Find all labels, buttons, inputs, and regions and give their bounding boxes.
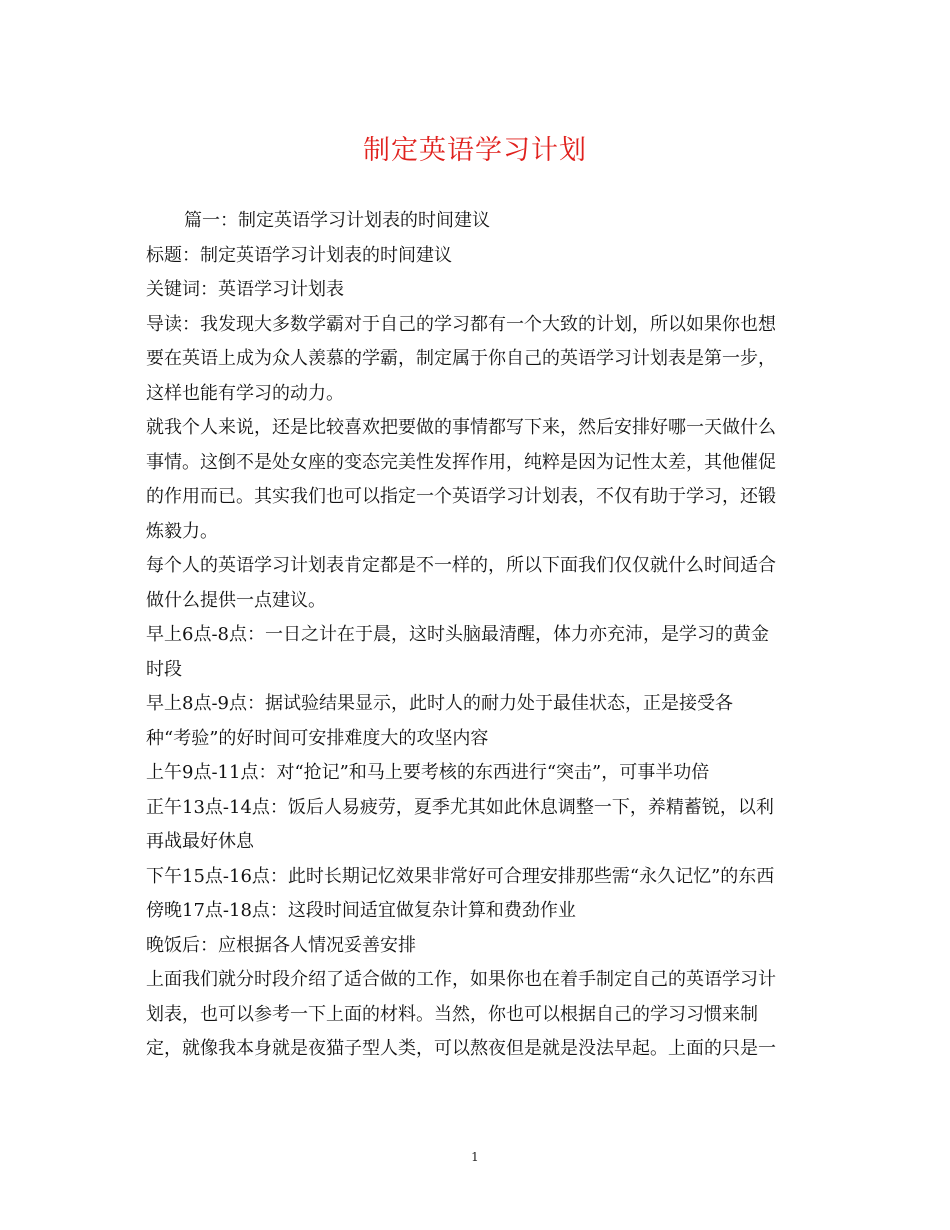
- body-line: 的作用而已。其实我们也可以指定一个英语学习计划表，不仅有助于学习，还锻: [146, 486, 776, 507]
- body-line: 下午15点-16点：此时长期记忆效果非常好可合理安排那些需“永久记忆”的东西: [146, 865, 775, 887]
- body-line: 每个人的英语学习计划表肯定都是不一样的，所以下面我们仅仅就什么时间适合: [146, 555, 776, 576]
- body-line: 上午9点-11点：对“抢记”和马上要考核的东西进行“突击”，可事半功倍: [146, 762, 710, 783]
- body-line: 这样也能有学习的动力。: [146, 382, 344, 404]
- body-line: 再战最好休息: [146, 831, 254, 852]
- body-line: 标题：制定英语学习计划表的时间建议: [146, 244, 452, 266]
- body-line: 要在英语上成为众人羡慕的学霸，制定属于你自己的英语学习计划表是第一步，: [146, 348, 776, 369]
- body-line: 导读：我发现大多数学霸对于自己的学习都有一个大致的计划，所以如果你也想: [146, 313, 776, 335]
- body-line: 早上6点-8点：一日之计在于晨，这时头脑最清醒，体力亦充沛，是学习的黄金: [146, 624, 769, 645]
- section-heading: 篇一：制定英语学习计划表的时间建议: [184, 210, 490, 231]
- page-number: 1: [471, 1150, 479, 1164]
- body-line: 划表，也可以参考一下上面的材料。当然，你也可以根据自己的学习习惯来制: [146, 1003, 758, 1025]
- body-line: 关键词：英语学习计划表: [146, 279, 344, 300]
- body-line: 时段: [146, 658, 182, 680]
- document-title: 制定英语学习计划: [363, 135, 587, 166]
- body-line: 早上8点-9点：据试验结果显示，此时人的耐力处于最佳状态，正是接受各: [146, 693, 733, 714]
- body-line: 事情。这倒不是处女座的变态完美性发挥作用，纯粹是因为记性太差，其他催促: [146, 451, 776, 473]
- body-line: 定，就像我本身就是夜猫子型人类，可以熬夜但是就是没法早起。上面的只是一: [146, 1038, 776, 1059]
- body-line: 就我个人来说，还是比较喜欢把要做的事情都写下来，然后安排好哪一天做什么: [146, 417, 776, 438]
- body-line: 傍晚17点-18点：这段时间适宜做复杂计算和费劲作业: [146, 900, 576, 921]
- document-body: [146, 204, 806, 1067]
- body-line: 做什么提供一点建议。: [146, 589, 326, 611]
- body-line: 晚饭后：应根据各人情况妥善安排: [146, 934, 416, 956]
- body-line: 上面我们就分时段介绍了适合做的工作，如果你也在着手制定自己的英语学习计: [146, 969, 776, 990]
- body-line: 种“考验”的好时间可安排难度大的攻坚内容: [146, 727, 489, 749]
- body-line: 炼毅力。: [146, 520, 218, 542]
- body-line: 正午13点-14点：饭后人易疲劳，夏季尤其如此休息调整一下，养精蓄锐，以利: [146, 796, 774, 818]
